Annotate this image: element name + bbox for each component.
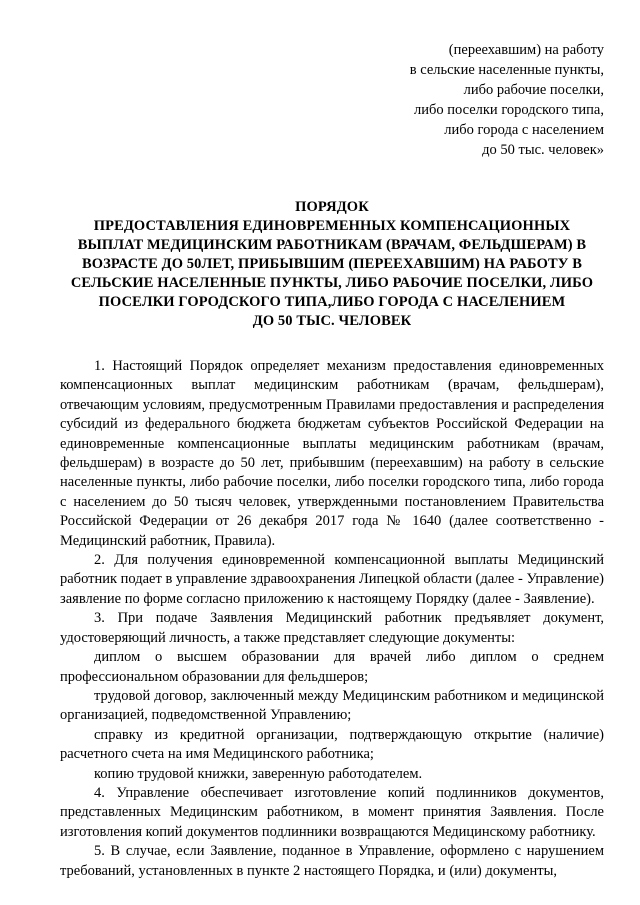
title-line: ВЫПЛАТ МЕДИЦИНСКИМ РАБОТНИКАМ (ВРАЧАМ, ФЕЛЬДШЕРАМ) В <box>77 237 587 253</box>
header-note-line: в сельские населенные пункты, <box>409 62 604 78</box>
header-note <box>60 40 604 160</box>
header-note-line: либо рабочие поселки, <box>463 82 604 98</box>
title-line: ДО 50 ТЫС. ЧЕЛОВЕК <box>252 313 412 329</box>
header-note-line: либо города с населением <box>444 122 604 138</box>
title-line: ВОЗРАСТЕ ДО 50ЛЕТ, ПРИБЫВШИМ (ПЕРЕЕХАВШИМ) НА РАБОТУ В <box>81 256 583 272</box>
title-line: ПОРЯДОК <box>295 199 369 215</box>
paragraph: трудовой договор, заключенный между Медицинским работником и медицинской организацией, подведомственной Управлению; <box>60 687 604 724</box>
paragraph: диплом о высшем образовании для врачей либо диплом о среднем профессиональном образовании для фельдшеров; <box>60 649 604 685</box>
document-title <box>60 198 604 331</box>
header-note-line: либо поселки городского типа, <box>413 102 604 118</box>
title-line: ПОСЕЛКИ ГОРОДСКОГО ТИПА,ЛИБО ГОРОДА С НАСЕЛЕНИЕМ <box>98 294 566 310</box>
paragraph: 4. Управление обеспечивает изготовление копий подлинников документов, представленных Медицинским работником, в момент принятия Заявления. После изготовления копий документов подлинники возвращаются Медицинскому работнику. <box>60 784 604 840</box>
document-body <box>60 357 604 881</box>
title-line: СЕЛЬСКИЕ НАСЕЛЕННЫЕ ПУНКТЫ, ЛИБО РАБОЧИЕ ПОСЕЛКИ, ЛИБО <box>70 275 594 291</box>
paragraph: 5. В случае, если Заявление, поданное в Управление, оформлено с нарушением требований, установленных в пункте 2 настоящего Порядка, и (или) документы, <box>60 843 604 879</box>
paragraph: справку из кредитной организации, подтверждающую открытие (наличие) расчетного счета на имя Медицинского работника; <box>60 726 604 763</box>
header-note-line: до 50 тыс. человек» <box>482 142 604 158</box>
title-line: ПРЕДОСТАВЛЕНИЯ ЕДИНОВРЕМЕННЫХ КОМПЕНСАЦИОННЫХ <box>93 218 571 234</box>
paragraph: 1. Настоящий Порядок определяет механизм предоставления единовременных компенсационных выплат медицинским работникам (врачам, фельдшерам), отвечающим условиям, предусмотренным Правилами предоставления и распределения субсидий из федерального бюджета бюджетам субъектов Российской Федерации на единовременные компенсационные выплаты медицинским работникам (врачам, фельдшерам) в возрасте до 50 лет, прибывшим (переехавшим) на работу в сельские населенные пункты, либо рабочие поселки, либо поселки городского типа, либо города с населением до 50 тысяч человек, утвержденными постановлением Правительства Российской Федерации от 26 декабря 2017 года № 1640 (далее соответственно - Медицинский работник, Правила). <box>60 358 604 549</box>
paragraph: 3. При подаче Заявления Медицинский работник предъявляет документ, удостоверяющий личность, а также представляет следующие документы: <box>60 610 604 646</box>
header-note-line: (переехавшим) на работу <box>448 42 604 58</box>
paragraph: копию трудовой книжки, заверенную работодателем. <box>94 765 423 782</box>
paragraph: 2. Для получения единовременной компенсационной выплаты Медицинский работник подает в управление здравоохранения Липецкой области (далее - Управление) заявление по форме согласно приложению к настоящему Порядку (далее - Заявление). <box>60 552 604 607</box>
